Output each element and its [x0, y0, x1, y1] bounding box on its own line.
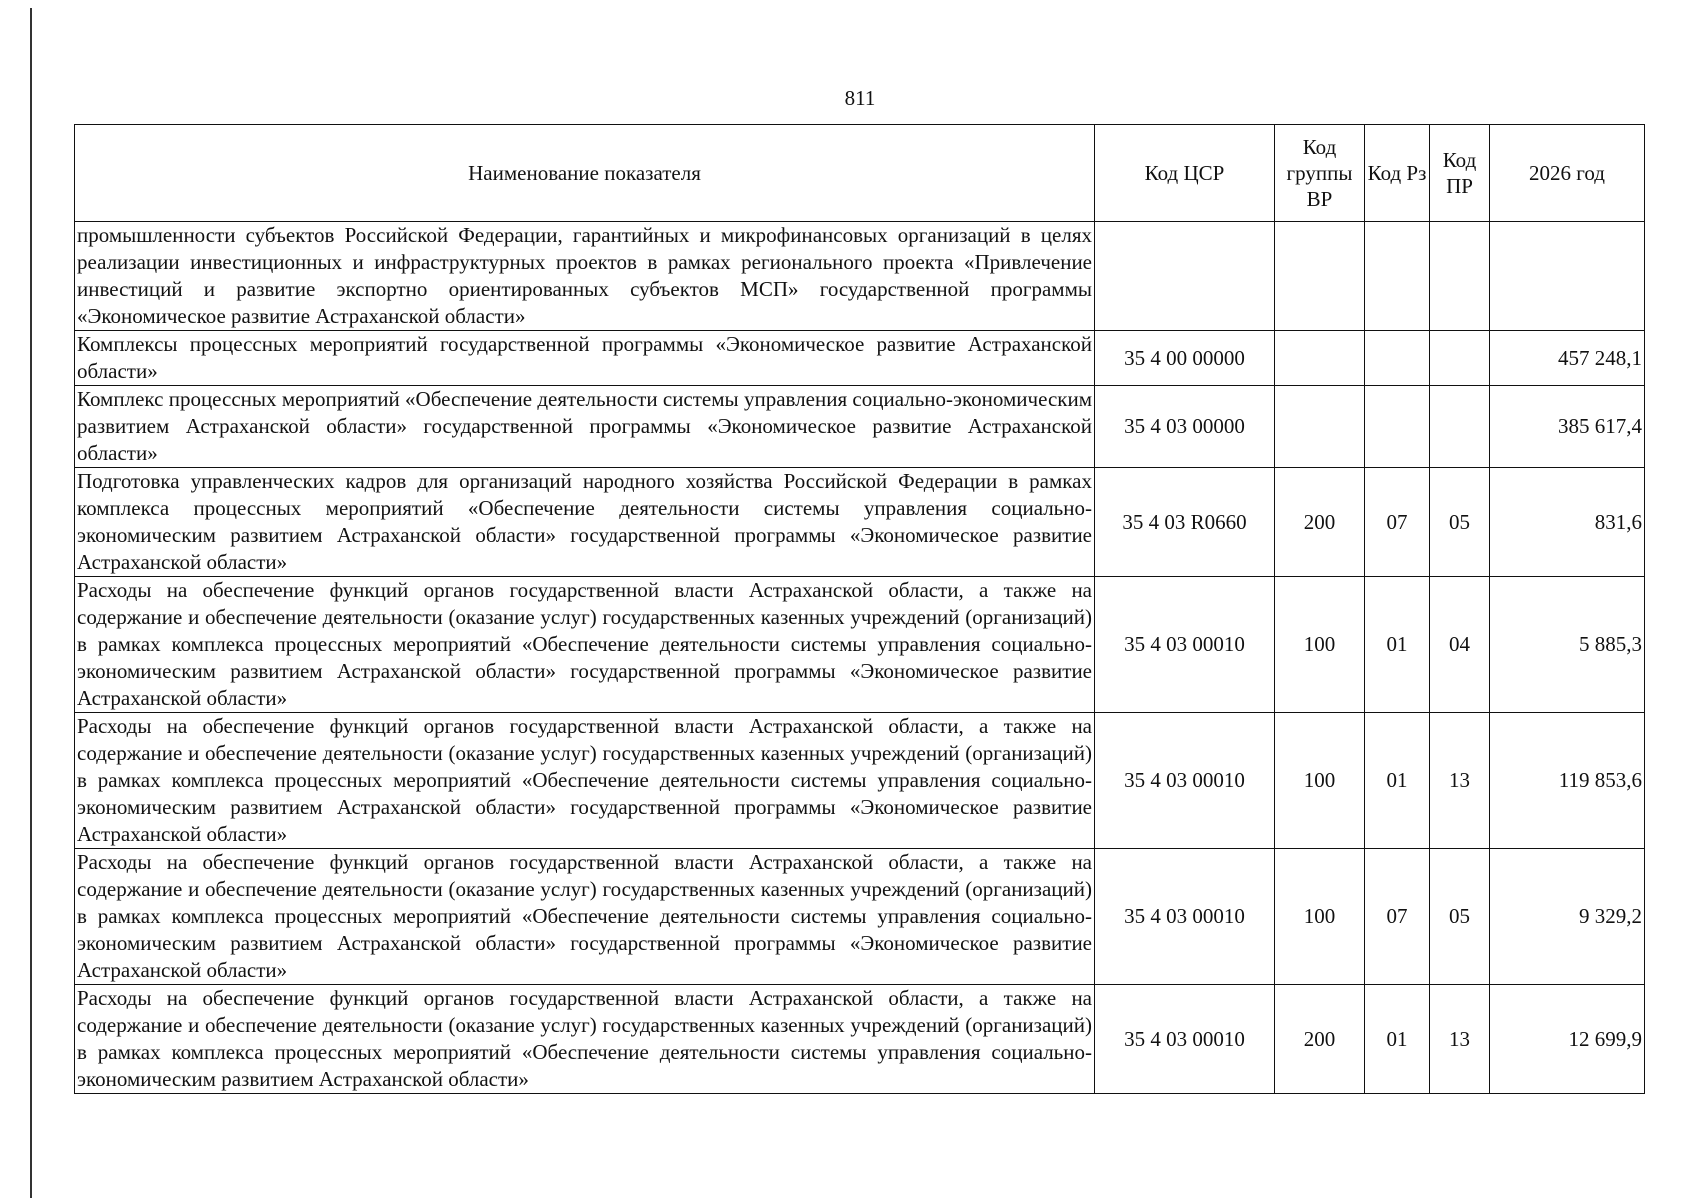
cell-pr: 04: [1430, 577, 1490, 713]
binding-line: [30, 8, 32, 1198]
table-row: [75, 577, 1645, 713]
cell-vr: [1275, 222, 1365, 331]
cell-vr: 100: [1275, 577, 1365, 713]
table-row: [75, 985, 1645, 1094]
table-body: [75, 222, 1645, 1094]
cell-amount: [1490, 222, 1645, 331]
cell-amount: 385 617,4: [1490, 386, 1645, 468]
table-header: [75, 125, 1645, 222]
cell-name: Расходы на обеспечение функций органов государственной власти Астраханской области, а также на содержание и обеспечение деятельности (оказание услуг) государственных казенных учреждений (организаций) в рамках комплекса процессных мероприятий «Обеспечение деятельности системы управления социально-экономическим развитием Астраханской области» государственной программы «Экономическое развитие Астраханской области»: [75, 577, 1095, 713]
cell-amount: 12 699,9: [1490, 985, 1645, 1094]
cell-rz: 07: [1365, 849, 1430, 985]
table-row: [75, 331, 1645, 386]
cell-pr: 13: [1430, 985, 1490, 1094]
cell-rz: [1365, 222, 1430, 331]
cell-name: Подготовка управленческих кадров для организаций народного хозяйства Российской Федерации в рамках комплекса процессных мероприятий «Обеспечение деятельности системы управления социально-экономическим развитием Астраханской области» государственной программы «Экономическое развитие Астраханской области»: [75, 468, 1095, 577]
cell-pr: 05: [1430, 849, 1490, 985]
cell-pr: [1430, 386, 1490, 468]
budget-table: [74, 124, 1645, 1094]
cell-csr: [1095, 222, 1275, 331]
header-vr: Код группы ВР: [1275, 125, 1365, 222]
cell-amount: 457 248,1: [1490, 331, 1645, 386]
header-name: Наименование показателя: [75, 125, 1095, 222]
cell-amount: 119 853,6: [1490, 713, 1645, 849]
cell-rz: [1365, 386, 1430, 468]
table-row: [75, 713, 1645, 849]
cell-vr: 100: [1275, 713, 1365, 849]
cell-pr: [1430, 222, 1490, 331]
cell-vr: 200: [1275, 985, 1365, 1094]
cell-amount: 5 885,3: [1490, 577, 1645, 713]
cell-rz: 07: [1365, 468, 1430, 577]
cell-rz: 01: [1365, 713, 1430, 849]
cell-rz: 01: [1365, 985, 1430, 1094]
cell-pr: [1430, 331, 1490, 386]
table-row: [75, 222, 1645, 331]
cell-name: Комплексы процессных мероприятий государственной программы «Экономическое развитие Астраханской области»: [75, 331, 1095, 386]
header-row: [75, 125, 1645, 222]
cell-csr: 35 4 03 R0660: [1095, 468, 1275, 577]
cell-name: Расходы на обеспечение функций органов государственной власти Астраханской области, а также на содержание и обеспечение деятельности (оказание услуг) государственных казенных учреждений (организаций) в рамках комплекса процессных мероприятий «Обеспечение деятельности системы управления социально-экономическим развитием Астраханской области» государственной программы «Экономическое развитие Астраханской области»: [75, 849, 1095, 985]
table-row: [75, 849, 1645, 985]
cell-csr: 35 4 03 00010: [1095, 577, 1275, 713]
cell-csr: 35 4 03 00000: [1095, 386, 1275, 468]
header-csr: Код ЦСР: [1095, 125, 1275, 222]
cell-csr: 35 4 03 00010: [1095, 849, 1275, 985]
cell-name: Расходы на обеспечение функций органов государственной власти Астраханской области, а также на содержание и обеспечение деятельности (оказание услуг) государственных казенных учреждений (организаций) в рамках комплекса процессных мероприятий «Обеспечение деятельности системы управления социально-экономическим развитием Астраханской области»: [75, 985, 1095, 1094]
cell-csr: 35 4 00 00000: [1095, 331, 1275, 386]
header-pr: Код ПР: [1430, 125, 1490, 222]
cell-amount: 9 329,2: [1490, 849, 1645, 985]
cell-csr: 35 4 03 00010: [1095, 985, 1275, 1094]
cell-csr: 35 4 03 00010: [1095, 713, 1275, 849]
cell-amount: 831,6: [1490, 468, 1645, 577]
page-number: 811: [844, 86, 876, 110]
header-rz: Код Рз: [1365, 125, 1430, 222]
cell-vr: [1275, 331, 1365, 386]
cell-vr: [1275, 386, 1365, 468]
cell-vr: 100: [1275, 849, 1365, 985]
cell-vr: 200: [1275, 468, 1365, 577]
cell-rz: [1365, 331, 1430, 386]
header-year: 2026 год: [1490, 125, 1645, 222]
cell-pr: 05: [1430, 468, 1490, 577]
cell-name: промышленности субъектов Российской Федерации, гарантийных и микрофинансовых организаций в целях реализации инвестиционных и инфраструктурных проектов в рамках регионального проекта «Привлечение инвестиций и развитие экспортно ориентированных субъектов МСП» государственной программы «Экономическое развитие Астраханской области»: [75, 222, 1095, 331]
cell-rz: 01: [1365, 577, 1430, 713]
cell-name: Расходы на обеспечение функций органов государственной власти Астраханской области, а также на содержание и обеспечение деятельности (оказание услуг) государственных казенных учреждений (организаций) в рамках комплекса процессных мероприятий «Обеспечение деятельности системы управления социально-экономическим развитием Астраханской области» государственной программы «Экономическое развитие Астраханской области»: [75, 713, 1095, 849]
cell-name: Комплекс процессных мероприятий «Обеспечение деятельности системы управления социально-экономическим развитием Астраханской области» государственной программы «Экономическое развитие Астраханской области»: [75, 386, 1095, 468]
table-row: [75, 468, 1645, 577]
cell-pr: 13: [1430, 713, 1490, 849]
table-row: [75, 386, 1645, 468]
